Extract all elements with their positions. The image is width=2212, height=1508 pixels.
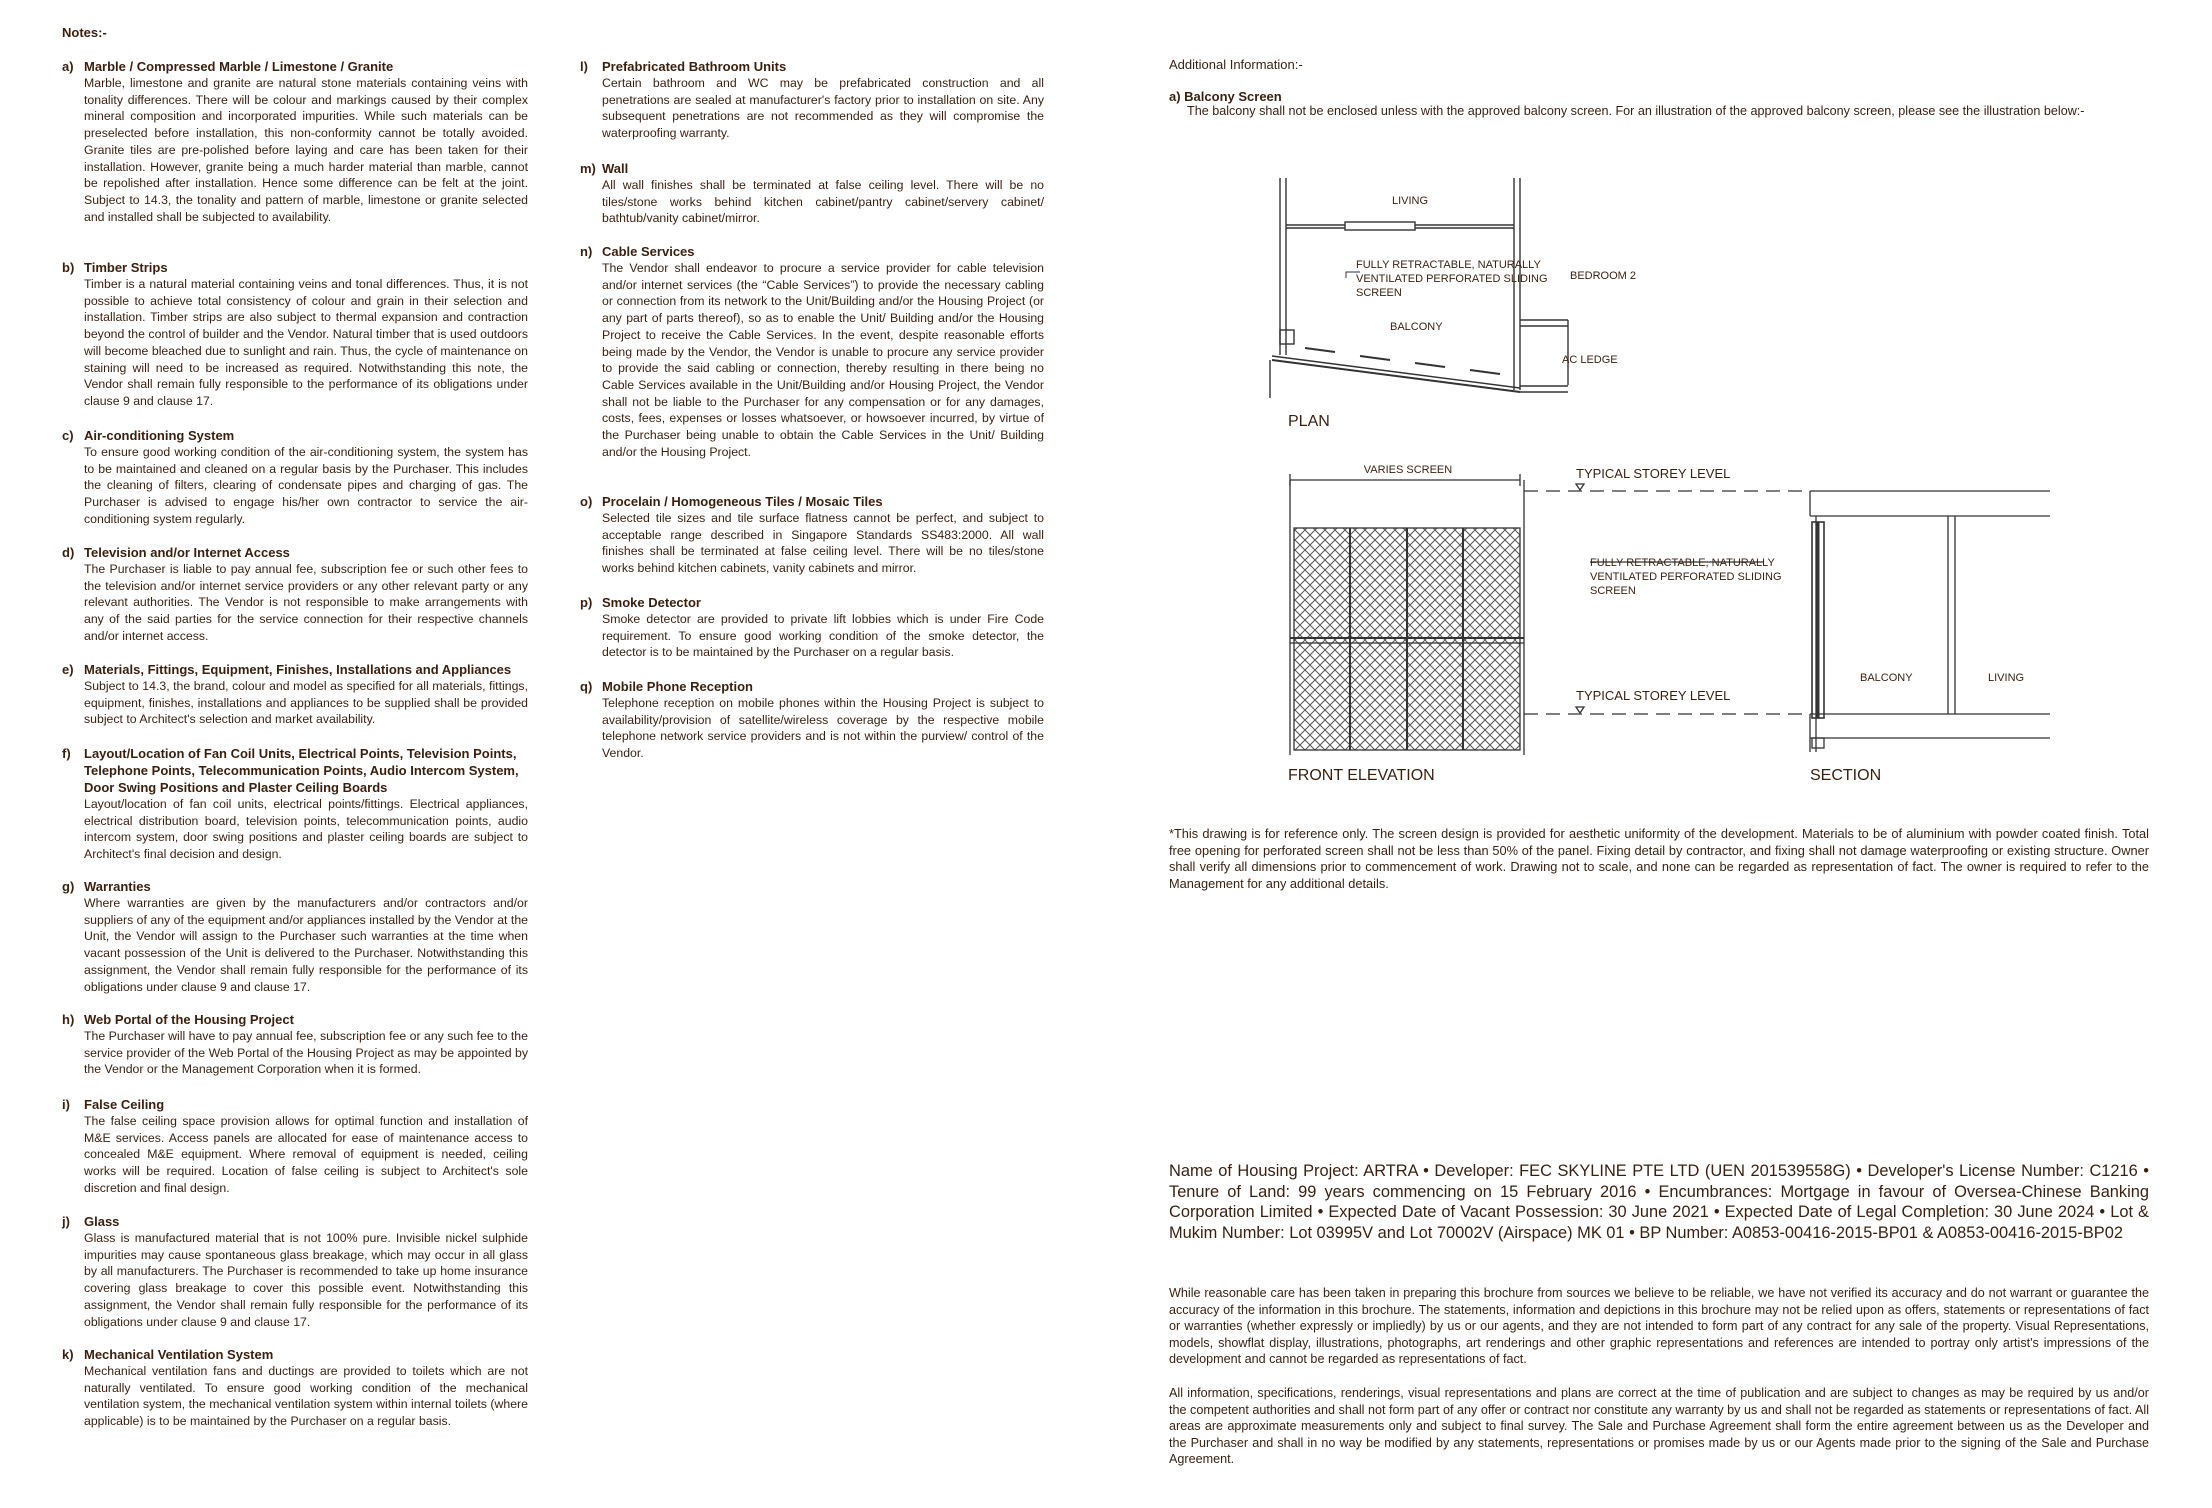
note-letter: g) [62,879,75,894]
note-letter: h) [62,1012,75,1027]
note-body: Where warranties are given by the manufacturers and/or contractors and/or suppliers of any of the equipment and/or appliances installed by the Vendor at the Unit, the Vendor will assign to the Purchaser such warranties at the time when vacant possession of the Unit is delivered to the Purchaser. Notwithstanding this assignment, the Vendor shall remain fully responsible for the performance of its obligations under clause 9 and clause 17. [84,896,528,994]
note-letter: j) [62,1214,70,1229]
note-body: Timber is a natural material containing veins and tonal differences. Thus, it is not possible to achieve total consistency of colour and grain in their selection and installation. Timber strips are also subject to thermal expansion and contraction beyond the control of builder and the Vendor. Natural timber that is used outdoors will become bleached due to sunlight and rain. Thus, the cycle of maintenance on staining will need to be increased as required. Notwithstanding this note, the Vendor shall remain fully responsible to the performance of its obligations under clause 9 and clause 17. [84,277,528,408]
note-letter: c) [62,428,74,443]
note-letter: e) [62,662,74,677]
note-smoke-detector [580,594,1044,661]
note-glass [62,1213,528,1330]
drawing-disclaimer: *This drawing is for reference only. The screen design is provided for aesthetic uniformity of the development. Materials to be of aluminium with powder coated finish. Total free opening for perforated screen shall not be less than 50% of the panel. Fixing detail by contractor, and fixing shall not damage waterproofing or existing structure. Owner shall verify all dimensions prior to commencement of work. Drawing not to scale, and none can be regarded as representation of fact. The owner is required to refer to the Management for any additional details. [1169,826,2149,891]
note-title: Marble / Compressed Marble / Limestone / Granite [84,59,394,74]
note-body: Marble, limestone and granite are natural stone materials containing veins with tonality differences. There will be colour and markings caused by their complex mineral composition and incorporated impurities. While such materials can be preselected before installation, this non-conformity cannot be totally avoided. Granite tiles are pre-polished before laying and care has been taken for their installation. However, granite being a much harder material than marble, cannot be repolished after installation. Hence some difference can be felt at the joint. Subject to 14.3, the tonality and pattern of marble, limestone or granite selected and installed shall be subjected to availability. [84,76,528,224]
section-title: SECTION [1810,767,1882,784]
plan-ac-ledge-label: AC LEDGE [1562,354,1618,366]
note-title: Prefabricated Bathroom Units [602,59,787,74]
note-title: Glass [84,1214,120,1229]
note-materials [62,661,528,728]
balcony-screen-drawing [1250,160,2070,800]
note-letter: p) [580,595,593,610]
note-layout [62,745,528,863]
plan-balcony-label: BALCONY [1390,321,1443,333]
note-title: Television and/or Internet Access [84,545,290,560]
front-elevation-title: FRONT ELEVATION [1288,767,1435,784]
note-marble [62,58,528,225]
note-body: Glass is manufactured material that is not 100% pure. Invisible nickel sulphide impurities may cause spontaneous glass breakage, which may occur in all glass by all manufacturers. The Purchaser is recommended to take up home insurance covering glass breakage to cover this possible event. Notwithstanding this assignment, the Vendor shall remain fully responsible for the performance of its obligations under clause 9 and clause 17. [84,1231,528,1329]
note-tiles [580,493,1044,577]
note-cable-services [580,243,1044,460]
note-body: Telephone reception on mobile phones within the Housing Project is subject to availability/provision of satellite/wireless coverage by the respective mobile telephone network service providers and is not within the purview/ control of the Vendor. [602,696,1044,761]
plan-title: PLAN [1288,413,1330,430]
note-prefab-bathroom [580,58,1044,142]
note-body: Mechanical ventilation fans and ductings are provided to toilets which are not naturally ventilated. To ensure good working condition of the mechanical ventilation system, the mechanical ventilation system within internal toilets (where applicable) is to be maintained by the Purchaser on a regular basis. [84,1364,528,1429]
note-body: The false ceiling space provision allows for optimal function and installation of M&E services. Access panels are allocated for ease of maintenance access to concealed M&E equipment. Where removal of equipment is needed, ceiling works will be required. Location of false ceiling is subject to Architect's sole discretion and final design. [84,1114,528,1195]
note-letter: o) [580,494,593,509]
section-drawing [1810,491,2050,752]
note-title: Layout/Location of Fan Coil Units, Electrical Points, Television Points, Telephone Points, Telecommunication Points, Audio Intercom System, Door Swing Positions and Plaster Ceiling Boards [84,746,519,795]
note-title: Smoke Detector [602,595,701,610]
note-body: The Purchaser is liable to pay annual fee, subscription fee or such other fees to the television and/or internet service providers or any other relevant party or any relevant authorities. The Vendor is not responsible to make arrangements with any of the said parties for the service connection for their respective channels and/or internet access. [84,562,528,643]
note-body: Certain bathroom and WC may be prefabricated construction and all penetrations are sealed at manufacturer's factory prior to installation on site. Any subsequent penetrations are not recommended as they will compromise the waterproofing warranty. [602,76,1044,141]
note-body: All wall finishes shall be terminated at false ceiling level. There will be no tiles/stone works behind kitchen cabinet/pantry cabinet/servery cabinet/ bathtub/vanity cabinet/mirror. [602,178,1044,226]
note-title: Mobile Phone Reception [602,679,753,694]
note-letter: b) [62,260,75,275]
note-title: Mechanical Ventilation System [84,1347,274,1362]
note-body: The Vendor shall endeavor to procure a service provider for cable television and/or internet services (the “Cable Services”) to provide the necessary cabling or connection from its network to the Unit/Building and/or the Housing Project (or any part of parts thereof), so as to enable the Unit/ Building and/or the Housing Project to receive the Cable Services. In the event, despite reasonable efforts being made by the Vendor, the Vendor is unable to procure any service provider to provide the said cabling or connection, thereby resulting in there being no Cable Services available in the Unit/Building and/or Housing Project, the Vendor shall not be liable to the Purchaser for any compensation or for any damages, costs, fees, expenses or losses whatsoever, or howsoever incurred, by virtue of the Purchaser being unable to obtain the Cable Services in the Unit/ Building and/or the Housing Project. [602,261,1044,459]
note-letter: f) [62,746,71,761]
note-letter: d) [62,545,75,560]
typical-storey-label-bottom: TYPICAL STOREY LEVEL [1576,688,1731,703]
note-title: False Ceiling [84,1097,165,1112]
note-title: Cable Services [602,244,695,259]
note-body: To ensure good working condition of the air-conditioning system, the system has to be maintained and cleaned on a regular basis by the Purchaser. This includes the cleaning of filters, clearing of condensate pipes and charging of gas. The Purchaser is advised to engage his/her own contractor to service the air-conditioning system regularly. [84,445,528,526]
balcony-screen-text: The balcony shall not be enclosed unless with the approved balcony screen. For an illustration of the approved balcony screen, please see the illustration below:- [1187,104,2085,118]
note-body: Subject to 14.3, the brand, colour and model as specified for all materials, fittings, equipment, finishes, installations and appliances to be supplied shall be provided subject to Architect's selection and market availability. [84,679,528,727]
plan-bedroom2-label: BEDROOM 2 [1570,270,1637,282]
note-letter: n) [580,244,593,259]
note-letter: m) [580,161,596,176]
note-title: Materials, Fittings, Equipment, Finishes, Installations and Appliances [84,662,512,677]
note-aircon [62,427,528,528]
project-info: Name of Housing Project: ARTRA • Developer: FEC SKYLINE PTE LTD (UEN 201539558G) • Developer's License Number: C1216 • Tenure of Land: 99 years commencing on 15 February 2016 • Encumbrances: Mortgage in favour of Oversea-Chinese Banking Corporation Limited • Expected Date of Vacant Possession: 30 June 2021 • Expected Date of Legal Completion: 30 June 2024 • Lot & Mukim Number: Lot 03995V and Lot 70002V (Airspace) MK 01 • BP Number: A0853-00416-2015-BP01 & A0853-00416-2015-BP02 [1169,1162,2149,1242]
front-elevation-drawing [1290,474,1810,755]
plan-screen-label-1: FULLY RETRACTABLE, NATURALLY [1356,259,1541,271]
section-balcony-label: BALCONY [1860,672,1913,684]
section-screen-label-3: SCREEN [1590,585,1636,597]
note-title: Air-conditioning System [84,428,235,443]
balcony-screen-title: a) Balcony Screen [1169,89,1282,104]
notes-title: Notes:- [62,25,107,40]
section-screen-label-1: FULLY RETRACTABLE, NATURALLY [1590,557,1775,569]
note-title: Web Portal of the Housing Project [84,1012,294,1027]
note-web-portal [62,1011,528,1078]
note-body: Smoke detector are provided to private lift lobbies which is under Fire Code requirement. To ensure good working condition of the smoke detector, the detector is to be maintained by the Purchaser on a regular basis. [602,612,1044,660]
note-warranties [62,878,528,995]
note-false-ceiling [62,1096,528,1197]
typical-storey-label-top: TYPICAL STOREY LEVEL [1576,466,1731,481]
note-letter: i) [62,1097,70,1112]
plan-drawing [1270,178,1568,398]
note-title: Timber Strips [84,260,168,275]
note-timber [62,259,528,410]
note-wall [580,160,1044,227]
note-letter: q) [580,679,593,694]
legal-disclaimer-2: All information, specifications, renderings, visual representations and plans are correct at the time of publication and are subject to changes as may be required by us and/or the competent authorities and shall not form part of any offer or contract nor constitute any warranty by us and shall not be regarded as statements or representations of fact. All areas are approximate measurements only and subject to final survey. The Sale and Purchase Agreement shall form the entire agreement between us as the Developer and the Purchaser and shall in no way be modified by any statements, representations or promises made by us or our Agents made prior to the signing of the Sale and Purchase Agreement. [1169,1386,2149,1467]
note-mechanical-ventilation [62,1346,528,1430]
note-letter: l) [580,59,588,74]
legal-disclaimer-1: While reasonable care has been taken in preparing this brochure from sources we believe to be reliable, we have not verified its accuracy and do not warrant or guarantee the accuracy of the information in this brochure. The statements, information and depictions in this brochure may not be relied upon as offers, statements or representations of fact or warranties (whether expressly or impliedly) by us or our agents, and they are not intended to form part of any contract for any sale of the property. Visual Representations, models, showflat display, illustrations, photographs, art renderings and other graphic representations and references are intended to portray only artist's impressions of the development and cannot be regarded as representations of fact. [1169,1286,2149,1367]
note-title: Procelain / Homogeneous Tiles / Mosaic Tiles [602,494,883,509]
plan-living-label: LIVING [1391,195,1429,207]
section-living-label: LIVING [1988,672,2025,684]
plan-screen-label-2: VENTILATED PERFORATED SLIDING [1356,273,1548,285]
note-body: The Purchaser will have to pay annual fee, subscription fee or any such fee to the service provider of the Web Portal of the Housing Project as may be appointed by the Vendor or the Management Corporation when it is formed. [84,1029,528,1077]
note-letter: k) [62,1347,74,1362]
additional-info-title: Additional Information:- [1169,57,1303,72]
note-body: Selected tile sizes and tile surface flatness cannot be perfect, and subject to acceptable range described in Singapore Standards SS483:2000. All wall finishes shall be terminated at false ceiling level. There will be no tiles/stone works behind kitchen cabinets, vanity cabinets and mirror. [602,511,1044,576]
note-tv-internet [62,544,528,645]
plan-screen-label-3: SCREEN [1356,287,1402,299]
note-body: Layout/location of fan coil units, electrical points/fittings. Electrical appliances, electrical distribution board, television points, telecommunication points, audio intercom system, door swing positions and plaster ceiling boards are subject to Architect's final decision and design. [84,797,528,862]
varies-screen-label: VARIES SCREEN [1363,464,1453,476]
note-title: Wall [602,161,629,176]
note-title: Warranties [84,879,151,894]
note-mobile-reception [580,678,1044,762]
section-screen-label-2: VENTILATED PERFORATED SLIDING [1590,571,1782,583]
note-letter: a) [62,59,74,74]
